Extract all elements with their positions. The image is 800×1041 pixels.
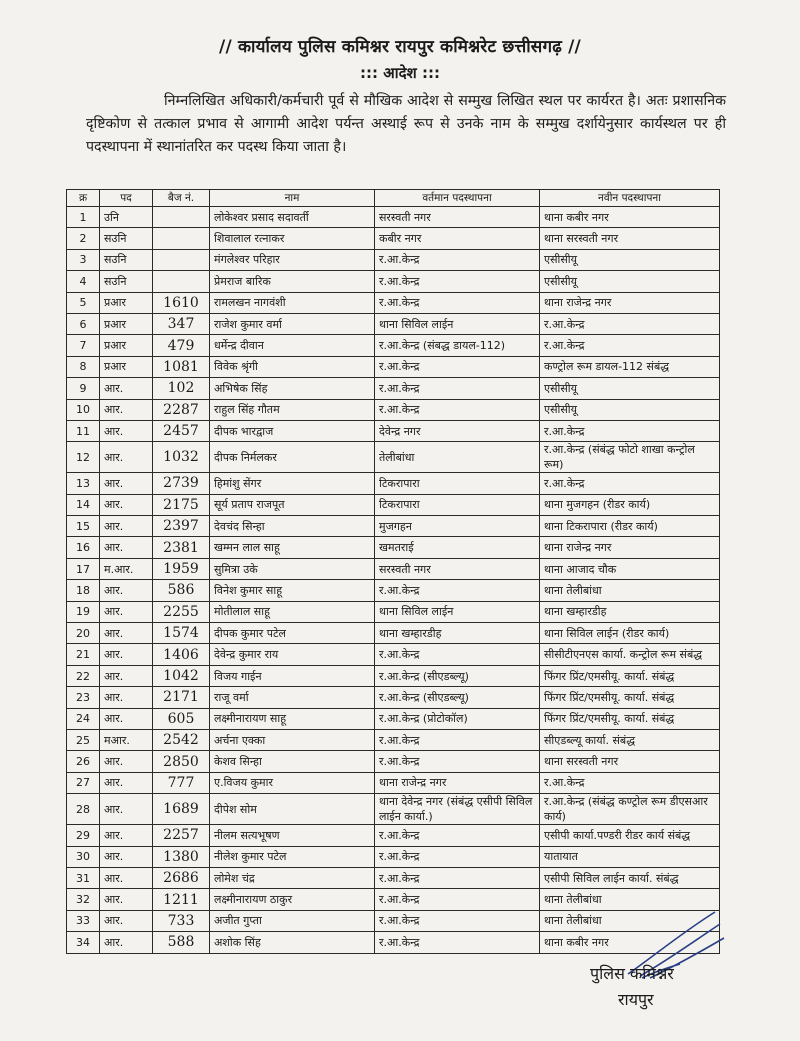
cell-rank: म.आर. [100,558,153,579]
col-header-current-posting: वर्तमान पदस्थापना [375,190,540,207]
cell-rank: आर. [100,910,153,931]
cell-badge: 2850 [153,751,210,772]
col-header-new-posting: नवीन पदस्थापना [540,190,720,207]
cell-badge: 2397 [153,516,210,537]
cell-new-posting: एसीसीयू [540,399,720,420]
cell-current-posting: र.आ.केन्द्र [375,580,540,601]
cell-new-posting: र.आ.केन्द्र [540,473,720,494]
cell-rank: आर. [100,889,153,910]
cell-current-posting: थाना देवेन्द्र नगर (संबंद्ध एसीपी सिविल लाईन कार्या.) [375,794,540,825]
cell-new-posting: थाना सरस्वती नगर [540,228,720,249]
cell-badge: 2739 [153,473,210,494]
cell-new-posting: थाना सिविल लाईन (रीडर कार्य) [540,623,720,644]
cell-badge [153,207,210,228]
cell-new-posting: थाना कबीर नगर [540,932,720,953]
cell-rank: आर. [100,772,153,793]
table-row [67,420,720,441]
cell-badge: 479 [153,335,210,356]
cell-serial: 8 [67,356,100,377]
cell-new-posting: थाना तेलीबांधा [540,580,720,601]
cell-badge: 2457 [153,420,210,441]
cell-badge: 777 [153,772,210,793]
cell-badge: 1610 [153,292,210,313]
cell-name: देवचंद सिन्हा [210,516,375,537]
cell-rank: प्रआर [100,313,153,334]
cell-serial: 14 [67,494,100,515]
cell-current-posting: र.आ.केन्द्र [375,378,540,399]
cell-serial: 29 [67,825,100,846]
cell-rank: आर. [100,580,153,601]
cell-serial: 22 [67,665,100,686]
cell-rank: सउनि [100,249,153,270]
cell-rank: आर. [100,623,153,644]
cell-badge: 1959 [153,558,210,579]
cell-new-posting: थाना आजाद चौक [540,558,720,579]
cell-rank: आर. [100,794,153,825]
cell-current-posting: देवेन्द्र नगर [375,420,540,441]
cell-name: दीपेश सोम [210,794,375,825]
cell-rank: उनि [100,207,153,228]
cell-current-posting: र.आ.केन्द्र [375,729,540,750]
cell-rank: प्रआर [100,356,153,377]
cell-current-posting: र.आ.केन्द्र (संबद्ध डायल-112) [375,335,540,356]
cell-name: मोतीलाल साहू [210,601,375,622]
cell-name: शिवालाल रत्नाकर [210,228,375,249]
cell-new-posting: थाना खम्हारडीह [540,601,720,622]
cell-current-posting: र.आ.केन्द्र [375,910,540,931]
cell-name: राजेश कुमार वर्मा [210,313,375,334]
cell-new-posting: र.आ.केन्द्र [540,420,720,441]
cell-serial: 1 [67,207,100,228]
cell-badge: 588 [153,932,210,953]
cell-badge: 1211 [153,889,210,910]
cell-badge [153,228,210,249]
cell-current-posting: खमतराई [375,537,540,558]
cell-badge: 1042 [153,665,210,686]
cell-name: रामलखन नागवंशी [210,292,375,313]
cell-badge: 605 [153,708,210,729]
cell-badge [153,271,210,292]
table-row [67,867,720,888]
cell-name: देवेन्द्र कुमार राय [210,644,375,665]
cell-serial: 33 [67,910,100,931]
cell-badge: 2255 [153,601,210,622]
cell-badge: 1689 [153,794,210,825]
col-header-rank: पद [100,190,153,207]
cell-name: लक्ष्मीनारायण साहू [210,708,375,729]
table-row [67,708,720,729]
cell-new-posting: थाना सरस्वती नगर [540,751,720,772]
cell-badge: 102 [153,378,210,399]
cell-rank: आर. [100,867,153,888]
cell-new-posting: फिंगर प्रिंट/एमसीयू. कार्या. संबंद्ध [540,708,720,729]
signature-block [590,962,740,1032]
cell-new-posting: एसीसीयू [540,378,720,399]
cell-current-posting: र.आ.केन्द्र [375,292,540,313]
cell-new-posting: र.आ.केन्द्र (संबंद्ध कण्ट्रोल रूम डीएसआर कार्य) [540,794,720,825]
cell-current-posting: र.आ.केन्द्र [375,399,540,420]
table-row [67,772,720,793]
cell-name: अजीत गुप्ता [210,910,375,931]
cell-serial: 34 [67,932,100,953]
cell-new-posting: र.आ.केन्द्र [540,772,720,793]
cell-new-posting: सीसीटीएनएस कार्या. कन्ट्रोल रूम संबंद्ध [540,644,720,665]
cell-serial: 25 [67,729,100,750]
table-row [67,687,720,708]
signatory-title: पुलिस कमिश्नर [590,964,674,983]
cell-name: सूर्य प्रताप राजपूत [210,494,375,515]
cell-serial: 16 [67,537,100,558]
cell-serial: 6 [67,313,100,334]
cell-serial: 9 [67,378,100,399]
table-row [67,271,720,292]
cell-serial: 4 [67,271,100,292]
table-row [67,228,720,249]
cell-rank: आर. [100,473,153,494]
cell-serial: 3 [67,249,100,270]
cell-rank: प्रआर [100,292,153,313]
cell-new-posting: फिंगर प्रिंट/एमसीयू. कार्या. संबंद्ध [540,687,720,708]
cell-rank: आर. [100,516,153,537]
cell-rank: आर. [100,825,153,846]
cell-new-posting: सीएडब्ल्यू कार्या. संबंद्ध [540,729,720,750]
table-row [67,292,720,313]
cell-serial: 27 [67,772,100,793]
cell-current-posting: सरस्वती नगर [375,558,540,579]
cell-serial: 17 [67,558,100,579]
cell-badge: 347 [153,313,210,334]
cell-rank: आर. [100,420,153,441]
cell-new-posting: थाना तेलीबांधा [540,910,720,931]
cell-current-posting: सरस्वती नगर [375,207,540,228]
cell-name: लक्ष्मीनारायण ठाकुर [210,889,375,910]
col-header-name: नाम [210,190,375,207]
cell-new-posting: थाना तेलीबांधा [540,889,720,910]
cell-serial: 20 [67,623,100,644]
table-row [67,356,720,377]
cell-serial: 26 [67,751,100,772]
table-row [67,825,720,846]
table-row [67,207,720,228]
cell-serial: 2 [67,228,100,249]
cell-rank: आर. [100,601,153,622]
table-row [67,399,720,420]
cell-serial: 23 [67,687,100,708]
cell-serial: 11 [67,420,100,441]
cell-name: नीलम सत्यभूषण [210,825,375,846]
cell-rank: आर. [100,751,153,772]
cell-current-posting: थाना खम्हारडीह [375,623,540,644]
table-row [67,442,720,473]
cell-serial: 30 [67,846,100,867]
cell-rank: सउनि [100,228,153,249]
cell-name: राहुल सिंह गौतम [210,399,375,420]
table-row [67,558,720,579]
cell-serial: 5 [67,292,100,313]
cell-serial: 19 [67,601,100,622]
cell-name: मंगलेश्वर परिहार [210,249,375,270]
table-row [67,494,720,515]
cell-name: दीपक कुमार पटेल [210,623,375,644]
cell-name: अभिषेक सिंह [210,378,375,399]
cell-name: ए.विजय कुमार [210,772,375,793]
cell-new-posting: थाना मुजगहन (रीडर कार्य) [540,494,720,515]
cell-badge [153,249,210,270]
cell-serial: 24 [67,708,100,729]
cell-name: हिमांशु सेंगर [210,473,375,494]
cell-new-posting: र.आ.केन्द्र (संबंद्ध फोटो शाखा कन्ट्रोल रूम) [540,442,720,473]
cell-current-posting: र.आ.केन्द्र (प्रोटोकॉल) [375,708,540,729]
cell-serial: 31 [67,867,100,888]
cell-current-posting: र.आ.केन्द्र [375,867,540,888]
table-row [67,313,720,334]
cell-badge: 2257 [153,825,210,846]
cell-rank: आर. [100,644,153,665]
cell-badge: 733 [153,910,210,931]
table-row [67,516,720,537]
cell-current-posting: टिकरापारा [375,494,540,515]
cell-badge: 2686 [153,867,210,888]
cell-rank: आर. [100,399,153,420]
cell-badge: 1406 [153,644,210,665]
cell-current-posting: र.आ.केन्द्र [375,889,540,910]
cell-new-posting: एसीपी कार्या.पण्डरी रीडर कार्य संबंद्ध [540,825,720,846]
cell-badge: 2287 [153,399,210,420]
cell-serial: 7 [67,335,100,356]
cell-badge: 2171 [153,687,210,708]
cell-current-posting: मुजगहन [375,516,540,537]
table-row [67,537,720,558]
cell-rank: आर. [100,687,153,708]
cell-rank: सउनि [100,271,153,292]
cell-rank: मआर. [100,729,153,750]
table-row [67,846,720,867]
cell-new-posting: थाना कबीर नगर [540,207,720,228]
cell-current-posting: र.आ.केन्द्र (सीएडब्ल्यू) [375,687,540,708]
cell-current-posting: र.आ.केन्द्र [375,846,540,867]
cell-serial: 28 [67,794,100,825]
table-row [67,794,720,825]
table-row [67,644,720,665]
cell-badge: 1081 [153,356,210,377]
cell-name: विजय गाईन [210,665,375,686]
table-row [67,378,720,399]
cell-rank: आर. [100,846,153,867]
cell-current-posting: र.आ.केन्द्र [375,271,540,292]
cell-name: लोकेश्वर प्रसाद सदावर्ती [210,207,375,228]
table-row [67,249,720,270]
table-row [67,665,720,686]
cell-badge: 1574 [153,623,210,644]
table-header-row [67,190,720,207]
cell-serial: 32 [67,889,100,910]
cell-badge: 2381 [153,537,210,558]
cell-rank: आर. [100,378,153,399]
cell-current-posting: र.आ.केन्द्र [375,249,540,270]
cell-current-posting: र.आ.केन्द्र [375,932,540,953]
cell-current-posting: र.आ.केन्द्र [375,825,540,846]
cell-new-posting: थाना राजेन्द्र नगर [540,537,720,558]
cell-badge: 2175 [153,494,210,515]
cell-new-posting: र.आ.केन्द्र [540,313,720,334]
cell-badge: 2542 [153,729,210,750]
cell-serial: 12 [67,442,100,473]
cell-name: विनेश कुमार साहू [210,580,375,601]
cell-name: नीलेश कुमार पटेल [210,846,375,867]
page-title: // कार्यालय पुलिस कमिश्नर रायपुर कमिश्नरेट छत्तीसगढ़ // [219,37,581,57]
cell-current-posting: थाना राजेन्द्र नगर [375,772,540,793]
cell-current-posting: र.आ.केन्द्र (सीएडब्ल्यू) [375,665,540,686]
cell-name: केशव सिन्हा [210,751,375,772]
cell-name: सुमित्रा उके [210,558,375,579]
cell-new-posting: थाना टिकरापारा (रीडर कार्य) [540,516,720,537]
cell-new-posting: कण्ट्रोल रूम डायल-112 संबंद्ध [540,356,720,377]
cell-name: विवेक श्रृंगी [210,356,375,377]
cell-rank: आर. [100,494,153,515]
cell-serial: 15 [67,516,100,537]
cell-new-posting: एसीसीयू [540,249,720,270]
cell-current-posting: थाना सिविल लाईन [375,601,540,622]
cell-serial: 10 [67,399,100,420]
cell-current-posting: थाना सिविल लाईन [375,313,540,334]
col-header-badge: बैज नं. [153,190,210,207]
cell-badge: 1380 [153,846,210,867]
cell-current-posting: कबीर नगर [375,228,540,249]
order-heading: ::: आदेश ::: [360,64,440,82]
cell-badge: 1032 [153,442,210,473]
cell-new-posting: र.आ.केन्द्र [540,335,720,356]
cell-serial: 21 [67,644,100,665]
cell-name: प्रेमराज बारिक [210,271,375,292]
cell-name: धर्मेन्द्र दीवान [210,335,375,356]
table-row [67,751,720,772]
signatory-place: रायपुर [618,990,654,1009]
cell-serial: 18 [67,580,100,601]
cell-new-posting: एसीसीयू [540,271,720,292]
table-row [67,473,720,494]
cell-serial: 13 [67,473,100,494]
cell-name: दीपक भारद्वाज [210,420,375,441]
cell-name: अशोक सिंह [210,932,375,953]
cell-name: खम्मन लाल साहू [210,537,375,558]
cell-current-posting: र.आ.केन्द्र [375,644,540,665]
col-header-serial: क्र [67,190,100,207]
cell-rank: आर. [100,708,153,729]
transfer-table [66,189,720,954]
table-row [67,335,720,356]
cell-current-posting: र.आ.केन्द्र [375,356,540,377]
cell-current-posting: टिकरापारा [375,473,540,494]
intro-paragraph: निम्नलिखित अधिकारी/कर्मचारी पूर्व से मौखिक आदेश से सम्मुख लिखित स्थल पर कार्यरत है। अतः प्रशासनिक दृष्टिकोण से तत्काल प्रभाव से आगामी आदेश पर्यन्त अस्थाई रूप से उनके नाम के सम्मुख दर्शायेनुसार कार्यस्थल पर ही पदस्थापना में स्थानांतरित कर पदस्थ किया जाता है। [86,93,726,155]
cell-rank: प्रआर [100,335,153,356]
cell-current-posting: तेलीबांधा [375,442,540,473]
cell-new-posting: एसीपी सिविल लाईन कार्या. संबंद्ध [540,867,720,888]
cell-name: दीपक निर्मलकर [210,442,375,473]
table-row [67,729,720,750]
table-row [67,601,720,622]
cell-name: राजू वर्मा [210,687,375,708]
cell-rank: आर. [100,932,153,953]
cell-name: लोमेश चंद्र [210,867,375,888]
table-row [67,623,720,644]
cell-current-posting: र.आ.केन्द्र [375,751,540,772]
cell-badge: 586 [153,580,210,601]
cell-rank: आर. [100,665,153,686]
cell-rank: आर. [100,442,153,473]
cell-new-posting: फिंगर प्रिंट/एमसीयू. कार्या. संबंद्ध [540,665,720,686]
cell-new-posting: यातायात [540,846,720,867]
cell-name: अर्चना एक्का [210,729,375,750]
table-row [67,580,720,601]
cell-new-posting: थाना राजेन्द्र नगर [540,292,720,313]
cell-rank: आर. [100,537,153,558]
